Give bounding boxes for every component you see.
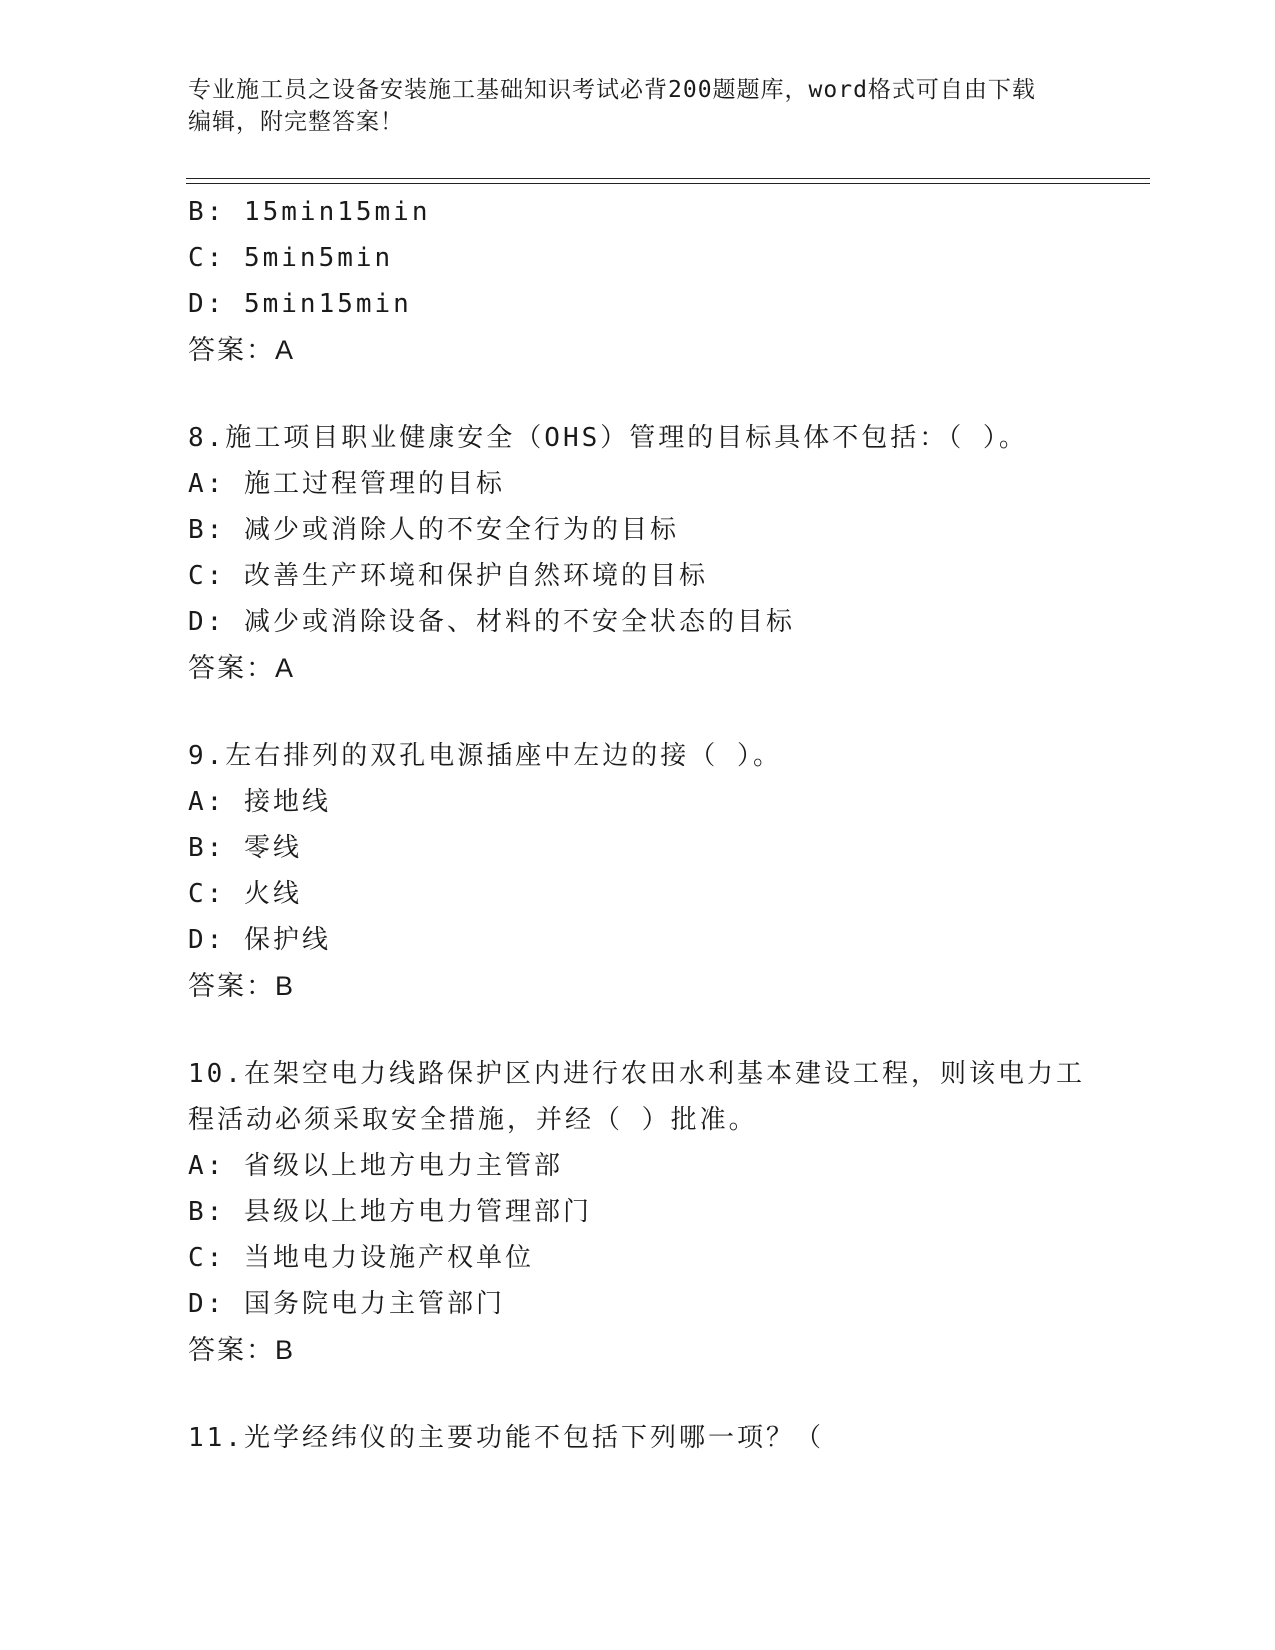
option-c: C: 当地电力设施产权单位: [188, 1243, 534, 1273]
header-divider-top: [186, 178, 1150, 179]
spacer: [188, 691, 1148, 733]
question-7-continued: [188, 189, 1148, 373]
answer-label: 答案：B: [188, 971, 296, 1001]
option-a: A: 接地线: [188, 787, 331, 817]
header-title-line-1: 专业施工员之设备安装施工基础知识考试必背200题题库，word格式可自由下载: [188, 77, 1036, 103]
question-stem: 9.左右排列的双孔电源插座中左边的接（ ）。: [188, 741, 782, 771]
question-stem: 8.施工项目职业健康安全（OHS）管理的目标具体不包括：（ ）。: [188, 423, 1028, 453]
option-b: B: 减少或消除人的不安全行为的目标: [188, 515, 679, 545]
header-title-line-2: 编辑，附完整答案！: [188, 109, 404, 135]
question-8: [188, 415, 1148, 691]
option-d: D: 减少或消除设备、材料的不安全状态的目标: [188, 607, 795, 637]
option-c: C: 改善生产环境和保护自然环境的目标: [188, 561, 708, 591]
option-a: A: 施工过程管理的目标: [188, 469, 505, 499]
spacer: [188, 1009, 1148, 1051]
option-c: C: 火线: [188, 879, 302, 909]
question-10: [188, 1051, 1148, 1373]
question-list: [188, 189, 1148, 1461]
option-d: D: 国务院电力主管部门: [188, 1289, 505, 1319]
answer-label: 答案：B: [188, 1335, 296, 1365]
option-b: B: 县级以上地方电力管理部门: [188, 1197, 592, 1227]
question-stem-line-1: 10.在架空电力线路保护区内进行农田水利基本建设工程，则该电力工: [188, 1059, 1085, 1089]
question-11: [188, 1415, 1148, 1461]
spacer: [188, 373, 1148, 415]
document-header: [188, 74, 1088, 138]
header-divider-bottom: [186, 183, 1150, 184]
option-d: D: 保护线: [188, 925, 331, 955]
option-a: A: 省级以上地方电力主管部: [188, 1151, 563, 1181]
option-d: D: 5min15min: [188, 289, 412, 319]
option-c: C: 5min5min: [188, 243, 394, 273]
question-9: [188, 733, 1148, 1009]
question-stem: 11.光学经纬仪的主要功能不包括下列哪一项？（: [188, 1423, 824, 1453]
answer-label: 答案：A: [188, 653, 296, 683]
option-b: B: 15min15min: [188, 197, 431, 227]
answer-label: 答案：A: [188, 335, 296, 365]
question-stem-line-2: 程活动必须采取安全措施，并经（ ）批准。: [188, 1105, 758, 1135]
spacer: [188, 1373, 1148, 1415]
option-b: B: 零线: [188, 833, 302, 863]
